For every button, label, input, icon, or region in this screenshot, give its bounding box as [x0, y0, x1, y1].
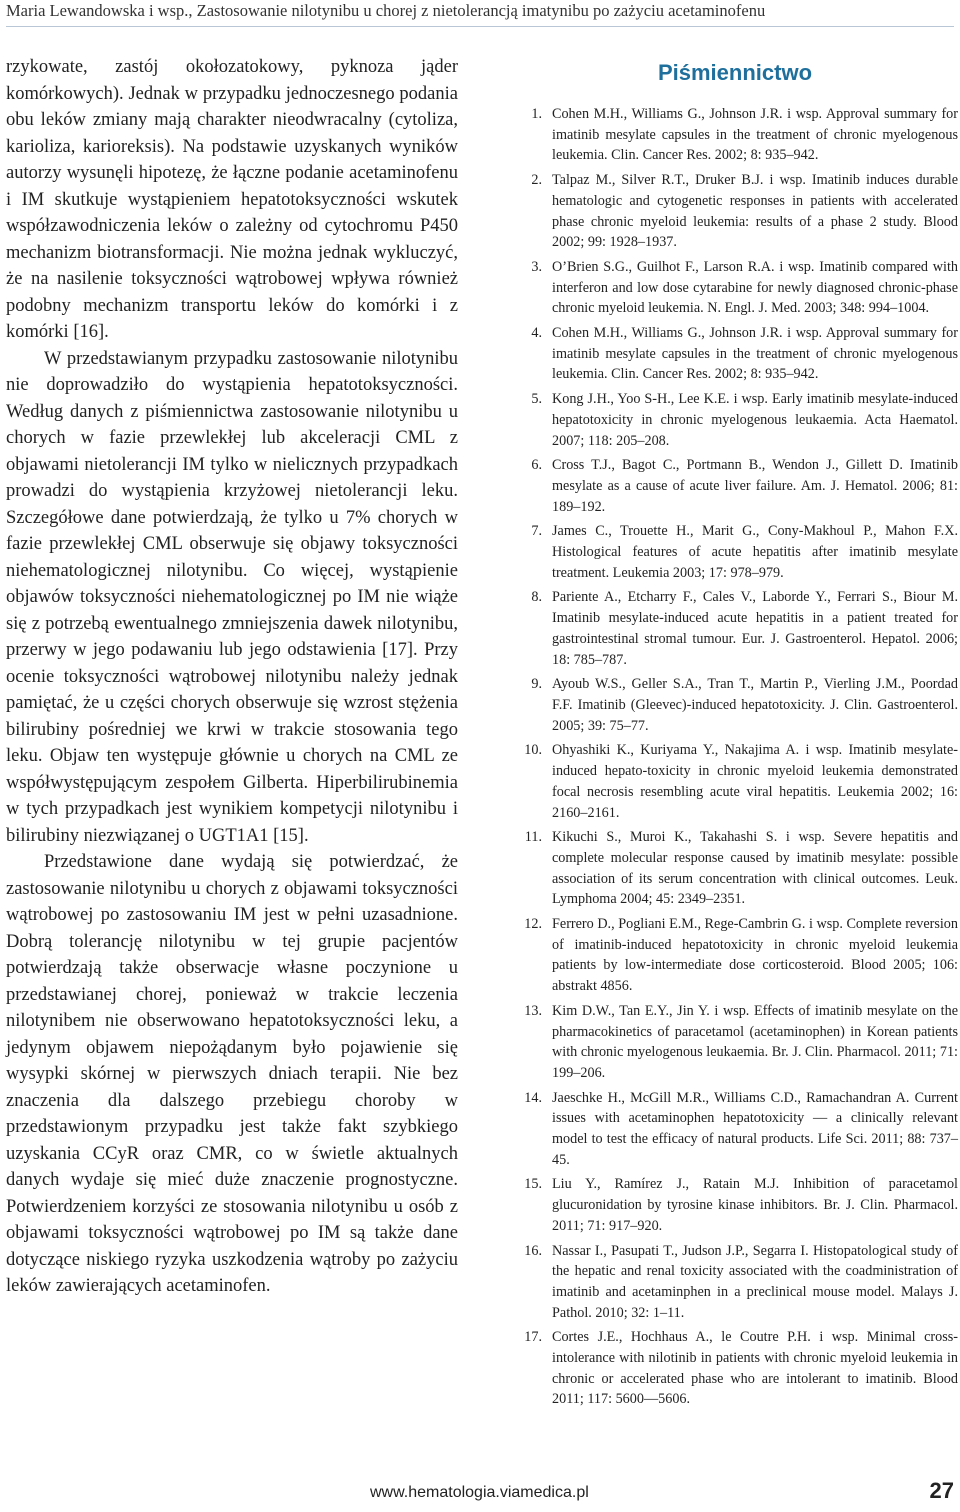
reference-number: 4. — [531, 325, 542, 342]
reference-item — [512, 389, 958, 451]
reference-number: 9. — [531, 676, 542, 693]
body-paragraph-1: rzykowate, zastój okołozatokowy, pyknoza jąder komórkowych). Jednak w przypadku jednoczesnego podania obu leków zmiany mają charakter nieodwracalny (cytoliza, karioliza, karioreksis). Na podstawie uzyskanych wyników autorzy wysunęli hipotezę, że łączne podanie acetaminofenu i IM skutkuje wystąpieniem hepatotoksyczności wskutek współzawodniczenia leków o zależny od cytochromu P450 mechanizm biotransformacji. Nie można jednak wykluczyć, że na nasilenie toksyczności wątrobowej wpływa również podobny mechanizm transportu leków do komórki i z komórki [16]. — [6, 57, 458, 342]
reference-text: O’Brien S.G., Guilhot F., Larson R.A. i wsp. Imatinib compared with interferon and low dose cytarabine for newly diagnosed chronic-phase chronic myeloid leukemia. N. Engl. J. Med. 2003; 348: 994–1004. — [552, 258, 958, 317]
reference-number: 15. — [524, 1176, 542, 1193]
running-header: Maria Lewandowska i wsp., Zastosowanie nilotynibu u chorej z nietolerancją imatynibu po zażyciu acetaminofenu — [6, 1, 766, 20]
reference-number: 16. — [524, 1242, 542, 1259]
references-heading: Piśmiennictwo — [657, 60, 813, 85]
reference-number: 5. — [531, 391, 542, 408]
reference-number: 6. — [531, 457, 542, 474]
body-text-column — [6, 54, 458, 1300]
references-list — [512, 104, 958, 1410]
reference-text: James C., Trouette H., Marit G., Cony-Makhoul P., Mahon F.X. Histological features of acute hepatitis after imatinib mesylate treatment. Leukemia 2003; 17: 978–979. — [552, 523, 958, 581]
reference-number: 1. — [531, 106, 542, 122]
reference-text: Cortes J.E., Hochhaus A., le Coutre P.H. i wsp. Minimal cross-intolerance with nilotinib in patients with chronic myeloid leukemia in chronic or accelerated phase who are intolerant to imatinib. Blood 2011; 117: 5600—5606. — [552, 1329, 958, 1408]
reference-item — [512, 914, 958, 997]
reference-item — [512, 674, 958, 736]
reference-number: 10. — [524, 742, 542, 759]
reference-text: Cross T.J., Bagot C., Portmann B., Wendon J., Gillett D. Imatinib mesylate as a cause of acute liver failure. Am. J. Hematol. 2006; 81: 189–192. — [552, 457, 958, 515]
reference-item — [512, 455, 958, 517]
reference-number: 11. — [524, 829, 542, 846]
reference-text: Liu Y., Ramírez J., Ratain M.J. Inhibition of paracetamol glucuronidation by tyrosine kinase inhibitors. Br. J. Clin. Pharmacol. 2011; 71: 917–920. — [552, 1176, 958, 1234]
reference-number: 14. — [524, 1089, 542, 1106]
reference-number: 3. — [531, 258, 542, 275]
reference-item — [512, 1001, 958, 1084]
reference-item — [512, 827, 958, 910]
reference-number: 2. — [531, 172, 542, 189]
reference-text: Ferrero D., Pogliani E.M., Rege-Cambrin G. i wsp. Complete reversion of imatinib-induced hepatotoxicity in chronic myeloid leukemia patients by low-intermediate dose corticosteroid. Blood 2005; 106: abstrakt 4856. — [552, 916, 958, 995]
body-paragraph-2: W przedstawianym przypadku zastosowanie nilotynibu nie doprowadziło do wystąpienia hepatotoksyczności. Według danych z piśmiennictwa zastosowanie nilotynibu u chorych w fazie przewlekłej lub akceleracji CML z objawami nietolerancji IM tylko w nielicznych przypadkach prowadzi do wystąpienia krzyżowej nietolerancji leku. Szczegółowe dane potwierdzają, że tylko u 7% chorych w fazie przewlekłej CML obserwuje się objawy toksyczności niehematologicznej nilotynibu. Co więcej, wystąpienie objawów toksyczności niehematologicznej po IM nie wiąże się z potrzebą ewentualnego zmniejszenia dawek nilotynibu, przerwy w jego podawaniu lub jego odstawienia [17]. Przy ocenie toksyczności wątrobowej nilotynibu należy jednak pamiętać, że u części chorych obserwuje się wzrost stężenia bilirubiny pośredniej we krwi w trakcie stosowania tego leku. Objaw ten występuje głównie u chorych na CML ze współwystępującym zespołem Gilberta. Hiperbilirubinemia w tych przypadkach jest wynikiem kompetycji nilotynibu i bilirubiny niezwiązanej o UGT1A1 [15]. — [6, 348, 458, 846]
reference-text: Jaeschke H., McGill M.R., Williams C.D., Ramachandran A. Current issues with acetaminophen hepatotoxicity — a clinically relevant model to test the efficacy of natural products. Life Sci. 2011; 88: 737–45. — [552, 1089, 958, 1168]
reference-item — [512, 1088, 958, 1171]
reference-number: 13. — [524, 1002, 542, 1019]
reference-text: Kim D.W., Tan E.Y., Jin Y. i wsp. Effects of imatinib mesylate on the pharmacokinetics of paracetamol (acetaminophen) in Korean patients with chronic myelogenous leukaemia. Br. J. Clin. Pharmacol. 2011; 71: 199–206. — [552, 1002, 958, 1081]
body-paragraph-3: Przedstawione dane wydają się potwierdzać, że zastosowanie nilotynibu u chorych z objawami toksyczności wątrobowej po zastosowaniu IM jest w pełni uzasadnione. Dobrą tolerancję nilotynibu w tej grupie pacjentów potwierdzają także obserwacje własne poczynione u przedstawianej chorej, ponieważ w trakcie leczenia nilotynibem nie obserwowano hepatotoksyczności leku, a jedynym objawem niepożądanym było pojawienie się wysypki skórnej w pierwszych dniach terapii. Nie bez znaczenia dla dalszego przebiegu choroby w przedstawionym przypadku jest także fakt szybkiego uzyskania CCyR oraz CMR, co w świetle aktualnych danych wydaje się mieć duże znaczenie prognostyczne. Potwierdzeniem korzyści ze stosowania nilotynibu u osób z objawami toksyczności wątrobowej po IM są także dane dotyczące niskiego ryzyka uszkodzenia wątroby po zażyciu leków zawierających acetaminofen. — [6, 852, 458, 1296]
reference-item — [512, 587, 958, 670]
reference-item — [512, 104, 958, 166]
reference-text: Talpaz M., Silver R.T., Druker B.J. i wsp. Imatinib induces durable hematologic and cytogenetic responses in patients with accelerated phase chronic myeloid leukemia: results of a phase 2 study. Blood 2002; 99: 1928–1937. — [552, 172, 958, 251]
reference-text: Ohyashiki K., Kuriyama Y., Nakajima A. i wsp. Imatinib mesylate-induced hepato-toxicity in chronic myeloid leukemia demonstrated focal necrosis resembling acute viral hepatitis. Leukemia 2002; 16: 2160–2161. — [552, 742, 958, 821]
footer-website: www.hematologia.viamedica.pl — [370, 1484, 589, 1501]
reference-number: 12. — [524, 916, 542, 933]
reference-text: Cohen M.H., Williams G., Johnson J.R. i wsp. Approval summary for imatinib mesylate capsules in the treatment of chronic myelogenous leukemia. Clin. Cancer Res. 2002; 8: 935–942. — [552, 325, 958, 383]
reference-text: Nassar I., Pasupati T., Judson J.P., Segarra I. Histopatological study of the hepatic and renal toxicity associated with the coadministration of imatinib and acetaminphen in a preclinical mouse model. Malays J. Pathol. 2010; 32: 1–11. — [552, 1242, 958, 1321]
reference-text: Cohen M.H., Williams G., Johnson J.R. i wsp. Approval summary for imatinib mesylate capsules in the treatment of chronic myelogenous leukemia. Clin. Cancer Res. 2002; 8: 935–942. — [552, 106, 958, 164]
reference-text: Pariente A., Etcharry F., Cales V., Laborde Y., Ferrari S., Biour M. Imatinib mesylate-induced acute hepatitis in a patient treated for gastrointestinal stromal tumour. Eur. J. Gastroenterol. Hepatol. 2006; 18: 785–787. — [552, 589, 958, 668]
reference-number: 7. — [531, 523, 542, 540]
reference-item — [512, 257, 958, 319]
reference-text: Ayoub W.S., Geller S.A., Tran T., Martin P., Vierling J.M., Poordad F.F. Imatinib (Gleevec)-induced hepatotoxicity. J. Clin. Gastroenterol. 2005; 39: 75–77. — [552, 676, 958, 734]
reference-item — [512, 1327, 958, 1410]
reference-number: 8. — [531, 589, 542, 606]
reference-item — [512, 323, 958, 385]
header-divider — [6, 26, 954, 27]
references-column — [512, 60, 958, 1414]
reference-item — [512, 521, 958, 583]
page-number: 27 — [929, 1478, 954, 1503]
reference-item — [512, 740, 958, 823]
reference-item — [512, 1241, 958, 1324]
reference-number: 17. — [524, 1329, 542, 1346]
reference-text: Kikuchi S., Muroi K., Takahashi S. i wsp. Severe hepatitis and complete molecular response caused by imatinib mesylate: possible association of its serum concentration with clinical outcomes. Leuk. Lymphoma 2004; 45: 2349–2351. — [552, 829, 958, 908]
reference-text: Kong J.H., Yoo S-H., Lee K.E. i wsp. Early imatinib mesylate-induced hepatotoxicity in chronic myelogenous leukaemia. Acta Haematol. 2007; 118: 205–208. — [552, 391, 958, 449]
reference-item — [512, 170, 958, 253]
reference-item — [512, 1174, 958, 1236]
